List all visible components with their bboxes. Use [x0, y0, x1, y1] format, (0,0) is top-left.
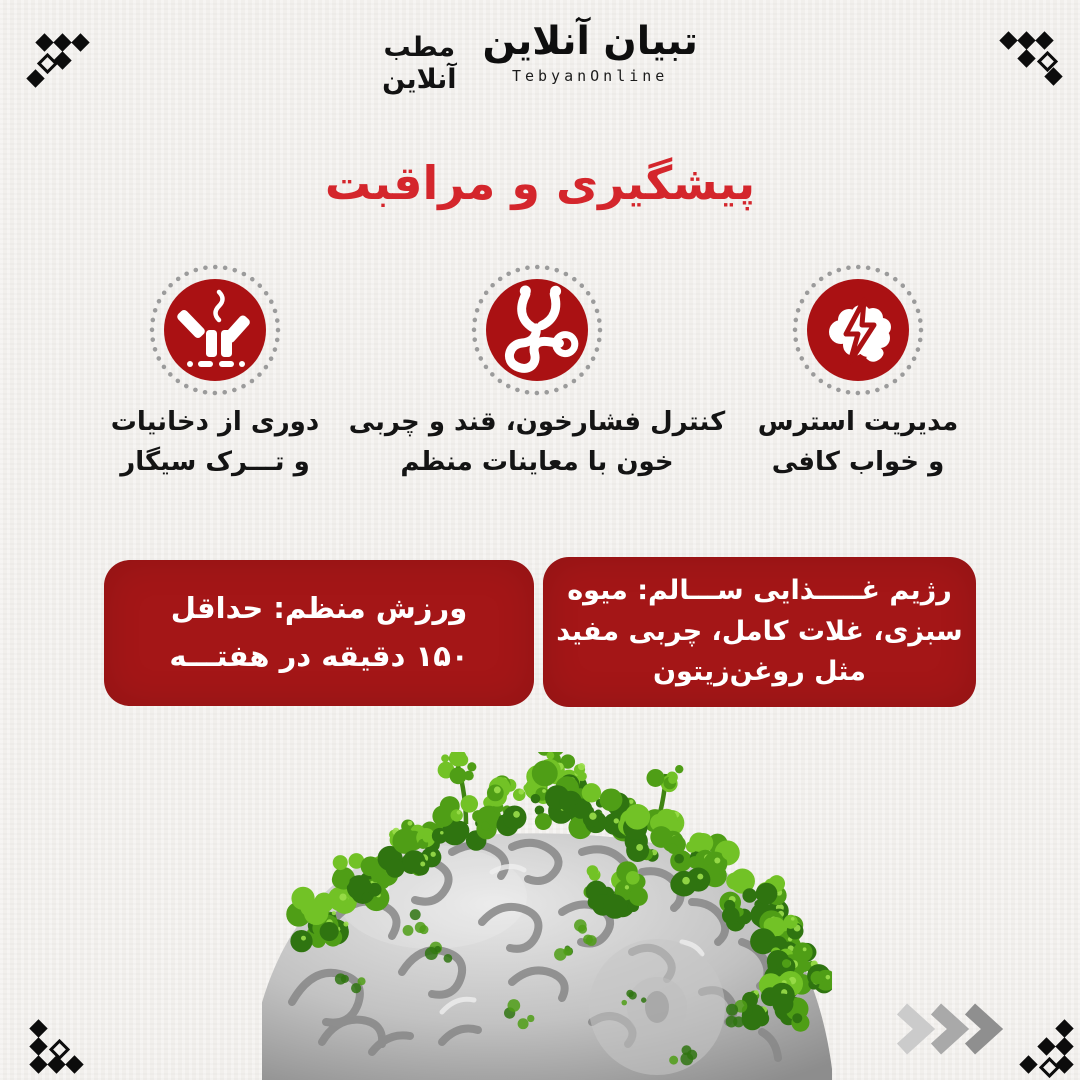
- matab-logo-line2: آنلاین: [382, 64, 457, 96]
- diamond: [29, 1055, 47, 1073]
- header: [0, 19, 1080, 97]
- box-line: سبزی، غلات کامل، چربی مفید: [556, 615, 963, 647]
- box-line: رژیم غـــــذایی ســـالم: میوه: [567, 575, 952, 607]
- diamond: [1019, 1055, 1037, 1073]
- box-line: ورزش منظم: حداقل: [170, 591, 468, 626]
- tip-line: دوری از دخانیات: [110, 407, 320, 437]
- diamond: [1055, 1055, 1073, 1073]
- diamond: [29, 1037, 47, 1055]
- tip-line: و خواب کافی: [771, 447, 945, 478]
- tip-caption: [758, 402, 959, 483]
- brain-with-greens-illustration: [262, 752, 832, 1080]
- tip-line: کنترل فشارخون، قند و چربی: [348, 407, 726, 437]
- page-title: پیشگیری و مراقبت: [324, 156, 756, 210]
- tip-caption: [349, 402, 725, 483]
- tip-line: مدیریت استرس: [757, 407, 959, 437]
- apple-slice: [589, 939, 725, 1075]
- corner-motif-bottom-left: [22, 1022, 86, 1078]
- regular-exercise-box: [104, 560, 534, 706]
- tip-line: و تـــرک سیگار: [120, 447, 310, 478]
- diamond-hollow: [1039, 1057, 1060, 1078]
- corner-motif-bottom-right: [1018, 1022, 1080, 1078]
- chevron-right-icons: [892, 1001, 1010, 1057]
- stethoscope-icon: [471, 264, 603, 396]
- healthy-diet-box: [543, 557, 976, 707]
- tip-avoid-smoking: [35, 264, 395, 483]
- matab-logo-line1: مطب: [383, 32, 456, 63]
- diamond: [65, 1055, 83, 1073]
- matab-online-logo: [382, 32, 456, 97]
- brain-illustration-svg: [262, 752, 832, 1080]
- tip-stress-management: [678, 264, 1038, 483]
- diamond: [47, 1055, 65, 1073]
- diamond: [1055, 1019, 1073, 1037]
- tebyan-logo-latin: TebyanOnline: [511, 66, 669, 85]
- tip-line: خون با معاینات منظم: [400, 447, 674, 478]
- tebyan-online-logo: [482, 19, 698, 85]
- diamond: [1055, 1037, 1073, 1055]
- tip-caption: [111, 402, 319, 483]
- box-line: ۱۵۰ دقیقه در هفتـــه: [169, 639, 469, 673]
- box-line: مثل روغن‌زیتون: [653, 656, 866, 688]
- brain-lightning-icon: [792, 264, 924, 396]
- no-smoking-icon: [149, 264, 281, 396]
- diamond: [29, 1019, 47, 1037]
- diamond: [1037, 1037, 1055, 1055]
- tip-regular-checkups: [348, 264, 726, 483]
- tebyan-logo-persian: تبیان آنلاین: [482, 19, 698, 64]
- diamond-hollow: [49, 1039, 70, 1060]
